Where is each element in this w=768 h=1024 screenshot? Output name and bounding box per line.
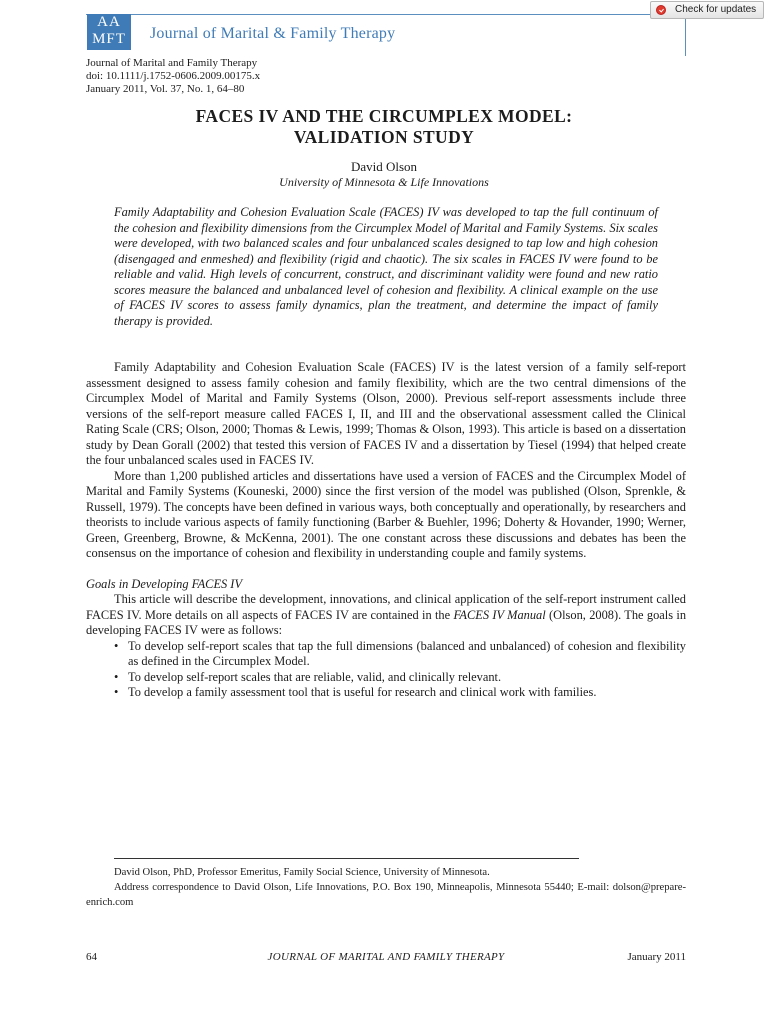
list-item [86,639,686,670]
citation-doi[interactable]: doi: 10.1111/j.1752-0606.2009.00175.x [86,70,261,82]
bullet-icon: • [114,685,119,699]
footnotes [86,865,686,910]
bullet-icon: • [114,638,119,653]
body-paragraph-3 [86,592,686,639]
footnote-correspondence: Address correspondence to David Olson, Life Innovations, P.O. Box 190, Minneapolis, Minnesota 55440; E-mail: dolson@prepare-enrich.com [86,882,686,908]
page-number: 64 [86,951,97,963]
abstract: Family Adaptability and Cohesion Evaluation Scale (FACES) IV was developed to tap the full continuum of the cohesion and flexibility dimensions from the Circumplex Model of Marital and Family Systems. Six scales were developed, with two balanced scales and four unbalanced scales designed to tap low and high cohesion (disengaged and enmeshed) and flexibility (rigid and chaotic). The six scales in FACES IV were found to be reliable and valid. High levels of concurrent, construct, and discriminant validity were found and new ratio scores measure the balanced and unbalanced level of cohesion and flexibility. A clinical example on the use of FACES IV scores to assess family dynamics, plan the treatment, and determine the impact of family therapy is provided. [114,205,658,328]
author-affiliation: University of Minnesota & Life Innovations [279,175,489,189]
body-paragraph-2: More than 1,200 published articles and dissertations have used a version of FACES and the Circumplex Model of Marital and Family Systems (Kouneski, 2000) since the first version of the model was published (Olson, Sprenkle, & Russell, 1979). The concepts have been defined in various ways, both conceptually and operationally, by researchers and theorists to include various aspects of family functioning (Barber & Buehler, 1996; Doherty & Hovander, 1990; Werner, Green, Greenberg, Browne, & McKenna, 2001). The one constant across these discussions and debates has been the consensus on the importance of cohesion and flexibility in understanding couple and family systems. [86,468,686,560]
footnote-divider [114,858,579,859]
journal-logo [87,14,131,50]
logo-line-1: AA [97,14,121,30]
faces-iv-manual-title: FACES IV Manual [453,607,546,622]
body-paragraph-1: Family Adaptability and Cohesion Evaluation Scale (FACES) IV is the latest version of a family self-report assessment designed to assess family cohesion and family flexibility, which are the two central dimensions of the Circumplex Model of Marital and Family Systems (Olson, 2000). Previous self-report assessments include three versions of the self-report measure called FACES I, II, and III and the observational assessment called the Clinical Rating Scale (CRS; Olson, 2000; Thomas & Lewis, 1999; Thomas & Olson, 1993). This article is based on a dissertation study by Dean Gorall (2002) that tested this version of FACES IV and a dissertation by Tiesel (1994) that helped create the four unbalanced scales used in FACES IV. [86,360,686,467]
citation-block [86,57,260,96]
p3-text-after: (Olson, 2008). The goals in developing FACES IV were as follows: [86,607,687,637]
check-updates-label: Check for updates [675,4,757,15]
title-line-2: VALIDATION STUDY [293,127,475,147]
logo-line-2: MFT [92,31,126,47]
p3-text-before: This article will describe the development, innovations, and clinical application of the self-report instrument called FACES IV. More details on all aspects of FACES IV are contained in the [86,592,686,622]
title-line-1: FACES IV AND THE CIRCUMPLEX MODEL: [195,106,573,126]
journal-name: Journal of Marital & Family Therapy [150,25,396,42]
citation-issue: January 2011, Vol. 37, No. 1, 64–80 [86,83,245,95]
footnote-author: David Olson, PhD, Professor Emeritus, Family Social Science, University of Minnesota. [114,867,490,878]
list-item [86,685,686,701]
goal-text: To develop self-report scales that are reliable, valid, and clinically relevant. [128,669,502,684]
bullet-icon: • [114,669,119,684]
article-body [86,360,686,701]
list-item [86,670,686,686]
check-updates-icon [656,5,666,15]
footer-date: January 2011 [627,951,686,963]
section-heading: Goals in Developing FACES IV [86,576,243,591]
goals-list [86,639,686,701]
author-name: David Olson [350,159,418,174]
goal-text: To develop a family assessment tool that is useful for research and clinical work with families. [128,685,597,699]
goal-text: To develop self-report scales that tap the full dimensions (balanced and unbalanced) of cohesion and flexibility as defined in the Circumplex Model. [128,638,686,668]
article-title [0,106,768,148]
footer-journal: JOURNAL OF MARITAL AND FAMILY THERAPY [267,951,505,963]
citation-journal: Journal of Marital and Family Therapy [86,57,258,69]
check-for-updates-button[interactable] [650,1,764,19]
